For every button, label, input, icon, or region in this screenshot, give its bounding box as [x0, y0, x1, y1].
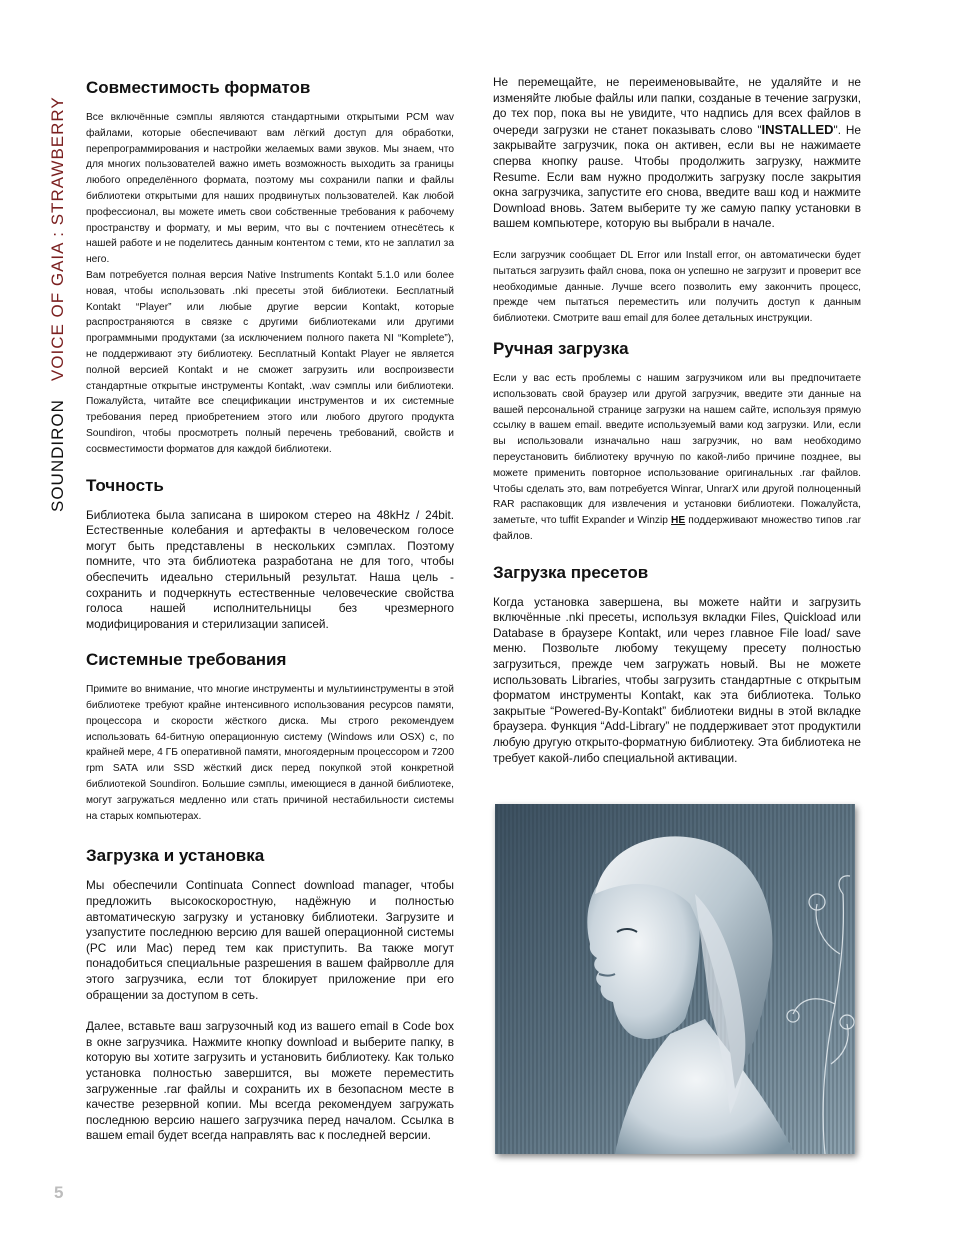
manual-download-text: Если у вас есть проблемы с нашим загрузчиком или вы предпочитаете использовать свой браузер или другой загрузчик, введите эти данные на вашей персональной странице загрузки на нашем сайте, используя прямую ссылку в вашем email. введите используемый вами код загрузки. Или, если вы использовали изначально наш загрузчик, но вам необходимо переустановить библиотеку вручную по какой-либо причине позднее, вы можете применить повторное использование оригинальных .rar файлов. Чтобы сделать это, вам потребуется Winrar, UnrarX или другой полноценный RAR распаковщик для извлечения и установки библиотеки. Пожалуйста, заметьте, что tuffit Expander и Winzip НЕ поддерживают множество типов .rar файлов.: [493, 372, 861, 542]
page-number: 5: [54, 1183, 64, 1202]
heading-system-requirements: Системные требования: [86, 650, 287, 670]
product-name: VOICE OF GAIA : STRAWBERRY: [48, 96, 67, 382]
installed-word: INSTALLED: [761, 121, 834, 137]
portrait-image: [495, 804, 855, 1154]
brand-name: SOUNDIRON: [48, 399, 67, 512]
heading-accuracy: Точность: [86, 475, 164, 495]
heading-download-install: Загрузка и установка: [86, 846, 265, 866]
not-emphasis: НЕ: [671, 515, 686, 527]
format-compatibility-text-2: Вам потребуется полная версия Native Instruments Kontakt 5.1.0 или более новая, чтобы использовать .nki пресеты этой библиотеки. Бесплатный Kontakt “Player” или любые другие версии Kontakt, которые распространяются в связке с другими библиотеками или другими программными продуктами (за исключением полного пакета NI “Komplete”), не поддерживают эту библиотеку. Бесплатный Kontakt Player не является полной версией Kontakt и не сможет загрузить или воспроизвести стандартные открытые инструменты Kontakt, .wav сэмплы или библиотеки. Пожалуйста, читайте все спецификации инструментов и их системные требования перед приобретением этого или любого другого продукта Soundiron, чтобы просмотреть полный перечень требований, свойств и сосвместимости форматов для каждой библиотеки.: [86, 269, 454, 455]
heading-preset-loading: Загрузка пресетов: [493, 562, 649, 582]
system-requirements-text: Примите во внимание, что многие инструменты и мультиинструменты в этой библиотеке требуют крайне интенсивного использования ресурсов памяти, процессора и скорости жёсткого диска. Мы строго рекомендуем использовать 64-битную операционную систему (Windows или OSX) с, по крайней мере, 4 ГБ оперативной памяти, многоядерным процессором и 7200 rpm SATA или SSD жёсткий диск перед покупкой этой конкретной библиотекой Soundiron. Большие сэмплы, имеющиеся в данной библиотеке, могут загружаться медленно или стать причиной нестабильности системы на старых компьютерах.: [86, 684, 454, 822]
download-install-text-2: Далее, вставьте ваш загрузочный код из вашего email в Code box в окне загрузчика. Нажмите кнопку download и выберите папку, в которую вы хотите загрузить и установить библиотеку. Как только установка полностью завершится, вы можете переместить загруженные .rar файлы и сохранить их в безопасном месте в качестве резервной копии. Мы всегда рекомендуем загружать последнюю версию нашего загрузчика перед началом. Ссылка в вашем email будет всегда направлять вас к последней версии.: [86, 1019, 454, 1143]
installer-warning-text: Не перемещайте, не переименовывайте, не удаляйте и не изменяйте любые файлы или папки, созданые в течение загрузки, до тех пор, пока вы не увидите, что надпись для всех файлов в очереди загрузки не станет показывать слово "INSTALLED". Не закрывайте загрузчик, пока он активен, если вы не нажимаете сперва кнопку pause. Чтобы продолжить загрузку, нажмите Resume. Если вам нужно продолжить загрузку после закрытия окна загрузчика, запустите его снова, введите ваш код и нажмите Download вновь. Затем выберите ту же самую папку установки в вашем компьютере, которую вы выбрали в начале.: [493, 75, 861, 231]
heading-manual-download: Ручная загрузка: [493, 338, 629, 358]
format-compatibility-text-1: Все включённые сэмплы являются стандартными открытыми PCM wav файлами, которые обеспечивают вам лёгкий доступ для обработки, перепрограммирования и настройки желаемых вами звуков. Мы знаем, что для многих пользователей важно иметь возможность выходить за границы любого определённого формата, поэтому мы сохранили папки и файлы библиотеки открытыми для наших продвинутых пользователей. Как любой профессионал, вы можете иметь свои собственные требования к рабочему пространству и формату, и мы верим, что вы с почтением отнесётесь к нашей работе и не поделитесь данным контентом с теми, кто не заплатил за него.: [86, 112, 454, 266]
accuracy-text: Библиотека была записана в широком стерео на 48kHz / 24bit. Естественные колебания и артефакты в человеческом голосе могут быть представлены в нескольких сэмплах. Поэтому помните, что эта библиотека разработана не для того, чтобы обеспечить идеально стерильный результат. Наша цель - сохранить и подчеркнуть естественные человеческие свойства голоса нашей исполнительницы без чрезмерного модифицирования и стерилизации записей.: [86, 507, 454, 631]
heading-format-compatibility: Совместимость форматов: [86, 78, 311, 97]
download-install-text-1: Мы обеспечили Continuata Connect download manager, чтобы предложить высокоскоростную, надёжную и полностью автоматическую загрузку и установку библиотеки. Загрузите и узапустите последнюю версию для вашей операционной системы (PC или Mac) перед тем как приступить. Ва также могут понадобиться специальные разрешения в вашем файрволле для этого загрузчика, если тот блокирует приложение при его обращении за доступом в сеть.: [86, 878, 454, 1002]
right-column: [493, 75, 861, 766]
left-column: [86, 78, 454, 1144]
side-title: [48, 96, 68, 512]
installer-error-text: Если загрузчик сообщает DL Error или Install error, он автоматически будет пытаться загрузить файл снова, пока он успешно не загрузит и проверит все необходимые данные. Лучше всего позволить ему закончить процесс, прежде чем пытаться переместить или получить доступ к данным библиотеки. Смотрите ваш email для более детальных инструкции.: [493, 249, 861, 325]
preset-loading-text: Когда установка завершена, вы можете найти и загрузить включённые .nki пресеты, используя вкладки Files, Quickload или Database в браузере Kontakt, или через главное File load/ save меню. Позвольте любому текущему пресету полностью загрузиться, прежде чем загружать новый. Вы не можете использовать Libraries, чтобы загрузить стандартные с открытым форматом инструменты Kontakt, как эта библиотека. Только закрытые “Powered-By-Kontakt” библиотеки видны в этой вкладке браузера. Функция “Add-Library” не поддерживает этот продуктили любую другую открыто-форматную библиотеку. Эта библиотека не требует какой-либо специальной активации.: [493, 594, 861, 765]
